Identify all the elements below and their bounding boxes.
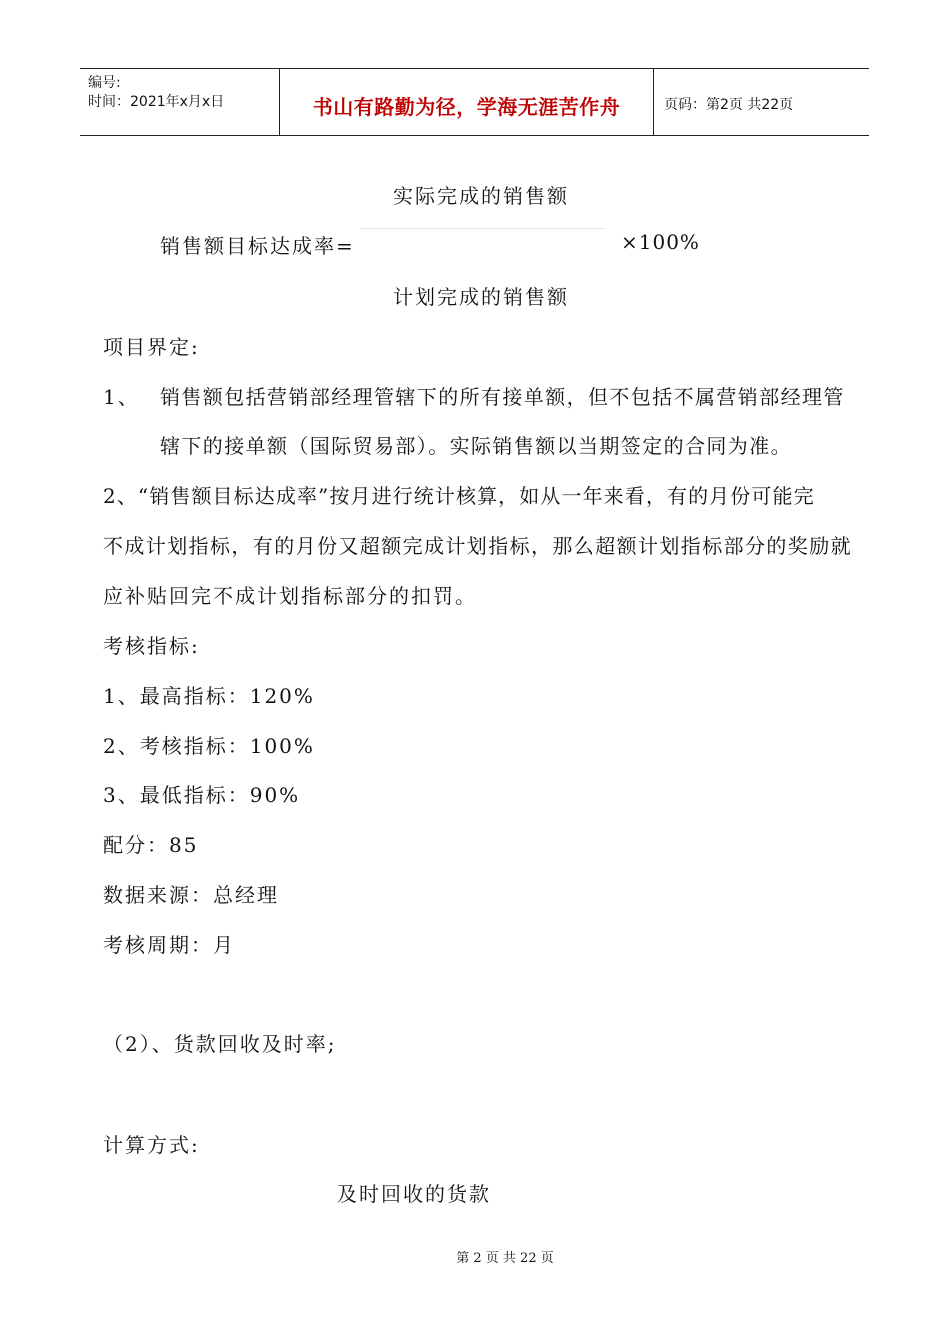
- indicator-score: 配分：85: [103, 833, 199, 857]
- formula1-denominator: 计划完成的销售额: [393, 285, 569, 309]
- scope-item1-number: 1、: [103, 385, 140, 409]
- indicator-min: 3、最低指标：90%: [103, 783, 301, 807]
- scope-item1-line1: 销售额包括营销部经理管辖下的所有接单额，但不包括不属营销部经理管: [160, 385, 845, 409]
- header-motto: 书山有路勤为径，学海无涯苦作舟: [312, 95, 621, 119]
- doc-number-label: 编号:: [88, 75, 121, 91]
- header-meta-cell: [80, 69, 280, 135]
- formula1-numerator: 实际完成的销售额: [393, 184, 569, 208]
- indicator-source: 数据来源：总经理: [103, 883, 279, 907]
- scope-item2-line1: 2、“销售额目标达成率”按月进行统计核算，如从一年来看，有的月份可能完: [103, 484, 815, 508]
- formula1-multiplier: ×100%: [621, 230, 700, 254]
- page-header: [80, 68, 869, 136]
- formula2-numerator: 及时回收的货款: [337, 1182, 491, 1206]
- scope-heading: 项目界定:: [103, 335, 200, 359]
- scope-item2-line2: 不成计划指标，有的月份又超额完成计划指标，那么超额计划指标部分的奖励就: [103, 534, 852, 558]
- header-motto-cell: [280, 69, 654, 135]
- formula1-fraction-bar: [360, 228, 604, 229]
- indicators-heading: 考核指标:: [103, 634, 200, 658]
- header-page-info: 页码：第2页 共22页: [664, 97, 794, 113]
- indicator-period: 考核周期：月: [103, 933, 235, 957]
- doc-date: 时间：2021年x月x日: [88, 94, 225, 110]
- header-page-cell: [654, 69, 869, 135]
- indicator-max: 1、最高指标：120%: [103, 684, 315, 708]
- scope-item1-line2: 辖下的接单额（国际贸易部）。实际销售额以当期签定的合同为准。: [160, 434, 792, 458]
- formula1-lhs: 销售额目标达成率=: [160, 234, 355, 258]
- footer-page-number: 第 2 页 共 22 页: [456, 1251, 554, 1266]
- scope-item2-line3: 应补贴回完不成计划指标部分的扣罚。: [103, 584, 477, 608]
- section2-title: （2）、货款回收及时率;: [103, 1032, 337, 1056]
- section2-calc-heading: 计算方式:: [103, 1133, 200, 1157]
- page-footer: [0, 1247, 950, 1266]
- indicator-target: 2、考核指标：100%: [103, 734, 315, 758]
